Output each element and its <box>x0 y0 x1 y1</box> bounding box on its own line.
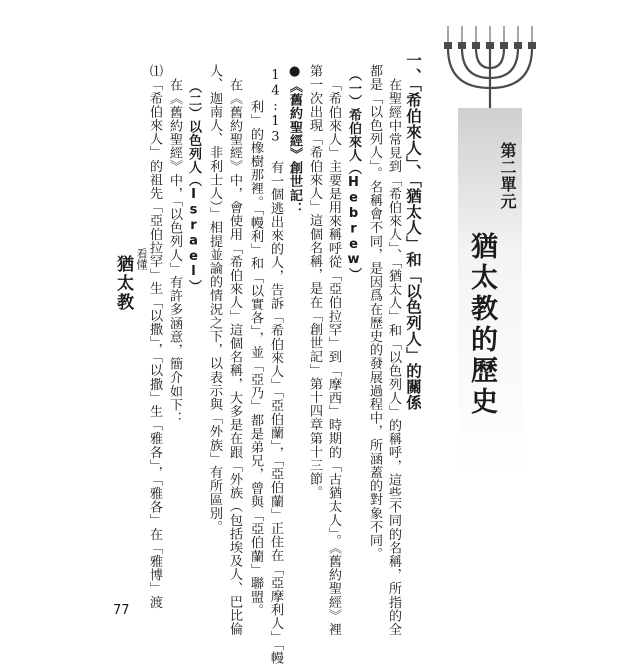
running-head-small: 看懂 <box>135 248 148 270</box>
israel-line-1: 在《舊約聖經》中，「以色列人」有許多涵意，簡介如下： <box>167 78 182 425</box>
para2-line-2: 人、迦南人、非利士人）」相提並論的情況之下，以表示與「外族」有所區別。 <box>207 64 222 534</box>
israel-line-2: ⑴「希伯來人」的祖先「亞伯拉罕」生「以撒」，「以撒」生「雅各」，「雅各」在「雅博」渡 <box>147 64 162 609</box>
running-head-title: 猶太教 <box>113 255 133 312</box>
subheading-israel: （二）以色列人（Israel） <box>186 80 201 293</box>
subheading-hebrew: （一）希伯來人（Hebrew） <box>346 68 361 281</box>
intro-line-2: 都是「以色列人」。名稱會不同，是因爲在歷史的發展過程中，所涵蓋的對象不同。 <box>367 64 382 561</box>
quote-line-2: 利」的橡樹那裡。「幔利」和「以實各」，並「亞乃」都是弟兄，曾與「亞伯蘭」聯盟。 <box>248 100 263 618</box>
section-heading: 一、「希伯來人」、「猶太人」和「以色列人」的關係 <box>404 52 422 411</box>
unit-label: 第二單元 <box>498 142 517 210</box>
page-number: 77 <box>113 603 130 618</box>
hebrew-line-1: 「希伯來人」主要是用來稱呼從「亞伯拉罕」到「摩西」時期的「古猶太人」。《舊約聖經》裡 <box>326 78 341 636</box>
quote-intro: ●《舊約聖經》創世記： <box>287 64 302 216</box>
quote-line-1: 14:13 有一個逃出來的人，告訴「希伯來人」「亞伯蘭」，「亞伯蘭」正住在「亞摩利人」「幔 <box>268 68 283 664</box>
hebrew-line-2: 第一次出現「希伯來人」這個名稱，是在「創世記」第十四章第十三節。 <box>307 64 322 500</box>
chapter-title: 猶太教的歷史 <box>466 232 497 418</box>
intro-line-1: 在聖經中常見到「希伯來人」、「猶太人」和「以色列人」的稱呼，這些不同的名稱，所指的全 <box>386 78 401 636</box>
para2-line-1: 在《舊約聖經》中，會使用「希伯來人」這個名稱，大多是在跟「外族（包括埃及人、巴比倫 <box>227 78 242 636</box>
